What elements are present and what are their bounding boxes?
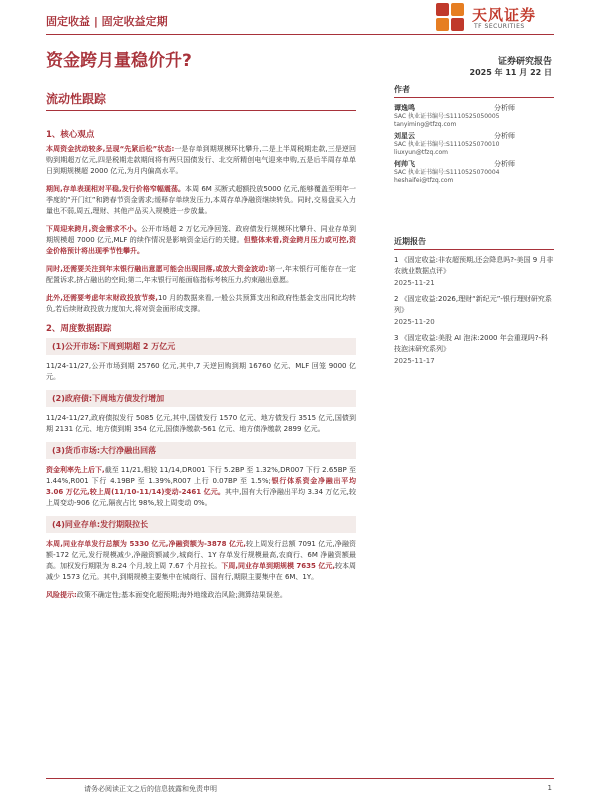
recent-report-date: 2025-11-21 xyxy=(394,279,435,287)
author-role: 分析师 xyxy=(494,132,515,140)
paragraph: 11/24-11/27,公开市场到期 25760 亿元,其中,7 天逆回购到期 16760 亿元、MLF 回笼 9000 亿元。 xyxy=(46,362,356,381)
recent-report-date: 2025-11-17 xyxy=(394,357,435,365)
recent-report-link[interactable]: 1 《固定收益:非农超预期,还会降息吗?-美国 9 月非农就业数据点评》 xyxy=(394,256,554,275)
logo-text-cn: 天风证券 xyxy=(472,6,537,24)
paragraph xyxy=(46,224,356,257)
paragraph-text: 一是存单到期规模环比攀升,二是上半周税期走款,三是逆回购到期超万亿元,四是税期走款期间将有两只国债发行、北交所精创电气迎来申购,五是后半周存单单日到期规模超 2000 亿元,为月内偏高水平。 xyxy=(46,145,356,175)
subtitle-rule xyxy=(46,110,356,111)
paragraph-emphasis: 下周,同业存单到期规模 7635 亿元, xyxy=(221,562,335,570)
recent-report-link[interactable]: 2 《固定收益:2026,理财“新纪元”-银行理财研究系列》 xyxy=(394,295,552,314)
authors-rule xyxy=(394,97,554,98)
report-date: 2025 年 11 月 22 日 xyxy=(469,68,552,77)
authors-label: 作者 xyxy=(394,85,410,94)
recent-reports-panel xyxy=(394,236,554,372)
tf-securities-logo xyxy=(436,3,556,37)
paragraph-lead: 下周迎来跨月,资金需求不小。 xyxy=(46,225,142,233)
report-type: 证券研究报告 xyxy=(497,57,552,67)
author-role: 分析师 xyxy=(494,160,515,168)
author-cert: SAC 执业证书编号:S1110525070010 xyxy=(394,141,500,148)
paragraph: 11/24-11/27,政府债拟发行 5085 亿元,其中,国债发行 1570 亿元、地方债发行 3515 亿元,国债到期 2131 亿元、地方债到期 354 亿元,国债净缴款-561 亿元、地方债净缴款 2899 亿元。 xyxy=(46,414,356,433)
paragraph-text: 截至 11/21,相较 11/14,DR001 下行 5.2BP 至 1.32%,DR007 下行 2.65BP 至 1.44%,R001 下行 4.19BP 至 1.39%,R007 上行 0.07BP 至 1.5%; xyxy=(46,466,356,485)
subsection-title: (2)政府债:下周地方债发行增加 xyxy=(46,390,356,407)
paragraph-text: 本周 6M 买断式超额投放5000 亿元,能够覆盖至明年一季度的“开门红”和跨春节资金需求;缓释存单续发压力,本周存单净融资继续转负。同时,交易盘买入力量也不弱,周五,理财、其他产品买入规模进一步放量。 xyxy=(46,185,356,215)
authors-panel xyxy=(394,84,554,187)
paragraph-emphasis: 银行体系资金净融出平均 3.06 万亿元,较上周(11/10-11/14)变动-2461 亿元。 xyxy=(46,477,356,496)
paragraph-text: 其中,国有大行净融出平均 3.34 万亿元,较上周变动-906 亿元,隔夜占比 98%,较上周变动 0%。 xyxy=(46,488,356,507)
paragraph-lead: 资金利率先上后下, xyxy=(46,466,105,474)
recent-report-date: 2025-11-20 xyxy=(394,318,435,326)
recent-report-link[interactable]: 3 《固定收益:美股 AI 泡沫:2000 年会重现吗?-科技泡沫研究系列》 xyxy=(394,334,548,353)
recent-reports-rule xyxy=(394,249,554,250)
header-rule xyxy=(46,34,554,35)
risk-text: 政策不确定性;基本面变化超预期;海外地缘政治风险;测算结果误差。 xyxy=(76,591,287,599)
paragraph-lead: 期间,存单表现相对平稳,发行价格窄幅震荡。 xyxy=(46,185,186,193)
paragraph xyxy=(46,465,356,509)
author-entry xyxy=(394,159,554,185)
subsection-title: (4)同业存单:发行期限拉长 xyxy=(46,516,356,533)
risk-warning xyxy=(46,590,356,601)
logo-text-en: TF SECURITIES xyxy=(474,23,525,30)
author-entry xyxy=(394,103,554,129)
section-heading: 1、核心观点 xyxy=(46,130,95,140)
page-subtitle: 流动性跟踪 xyxy=(46,92,107,106)
paragraph-text: 公开市场超 2 万亿元净回笼、政府债发行规模环比攀升、同业存单到期规模超 7000 亿元,MLF 的续作情况是影响资金运行的关键。 xyxy=(46,225,356,244)
subsection-title: (1)公开市场:下周到期超 2 万亿元 xyxy=(46,338,356,355)
page-title: 资金跨月量稳价升? xyxy=(46,51,192,71)
paragraph-lead: 本周资金扰动较多,呈现“先紧后松”状态: xyxy=(46,145,175,153)
subsection-title: (3)货币市场:大行净融出回落 xyxy=(46,442,356,459)
author-cert: SAC 执业证书编号:S1110525070004 xyxy=(394,169,500,176)
paragraph-text: 较本周减少 1573 亿元。其中,到期规模主要集中在城商行、国有行,期限主要集中在 6M、1Y。 xyxy=(46,562,357,581)
logo-mark-icon xyxy=(436,3,466,33)
author-cert: SAC 执业证书编号:S1110525050005 xyxy=(394,113,500,120)
author-role: 分析师 xyxy=(494,104,515,112)
author-entry xyxy=(394,131,554,157)
report-category: 固定收益 | 固定收益定期 xyxy=(46,15,168,28)
paragraph-text: 较上周发行总额 7091 亿元,净融资额-172 亿元,发行规模减少,净融资额减少,城商行、1Y 存单发行规模最高,农商行、6M 净融资额最高。加权发行期限为 8.24 个月,较上周 7.67 个月拉长。 xyxy=(46,540,356,570)
paragraph xyxy=(46,184,356,217)
author-email[interactable]: liuxyun@tfzq.com xyxy=(394,149,448,156)
author-name: 何帅飞 xyxy=(394,160,415,168)
author-email[interactable]: tanyiming@tfzq.com xyxy=(394,121,457,128)
section-heading: 2、周度数据跟踪 xyxy=(46,324,112,334)
paragraph-lead: 本周,同业存单发行总额为 5330 亿元,净融资额为-3878 亿元, xyxy=(46,540,246,548)
paragraph xyxy=(46,144,356,177)
paragraph-lead: 此外,还需要考虑年末财政投放节奏, xyxy=(46,294,158,302)
paragraph-lead: 同时,还需要关注到年末银行融出意愿可能会出现回落,或放大资金波动: xyxy=(46,265,269,273)
paragraph xyxy=(46,264,356,286)
paragraph-emphasis: 但整体来看,资金跨月压力或可控,资金价格预计将出现季节性攀升。 xyxy=(46,236,356,255)
paragraph xyxy=(46,293,356,315)
page-number: 1 xyxy=(547,784,552,792)
paragraph-text: 第一,年末银行可能存在一定配置诉求,挤占融出的空间;第二,年末银行可能面临指标考核压力,约束融出意愿。 xyxy=(46,265,356,284)
paragraph xyxy=(46,539,356,583)
main-content xyxy=(46,128,356,608)
author-email[interactable]: heshaifei@tfzq.com xyxy=(394,177,454,184)
footer-rule xyxy=(46,778,554,779)
paragraph-text: 10 月的数据来看,一般公共预算支出和政府性基金支出同比均转负,若后续财政投放力度加大,将对资金面形成支撑。 xyxy=(46,294,357,313)
recent-reports-label: 近期报告 xyxy=(394,237,426,246)
footer-disclaimer: 请务必阅读正文之后的信息披露和免责申明 xyxy=(84,785,217,793)
author-name: 谭逸鸣 xyxy=(394,104,415,112)
risk-label: 风险提示: xyxy=(46,591,77,599)
author-name: 刘星云 xyxy=(394,132,415,140)
